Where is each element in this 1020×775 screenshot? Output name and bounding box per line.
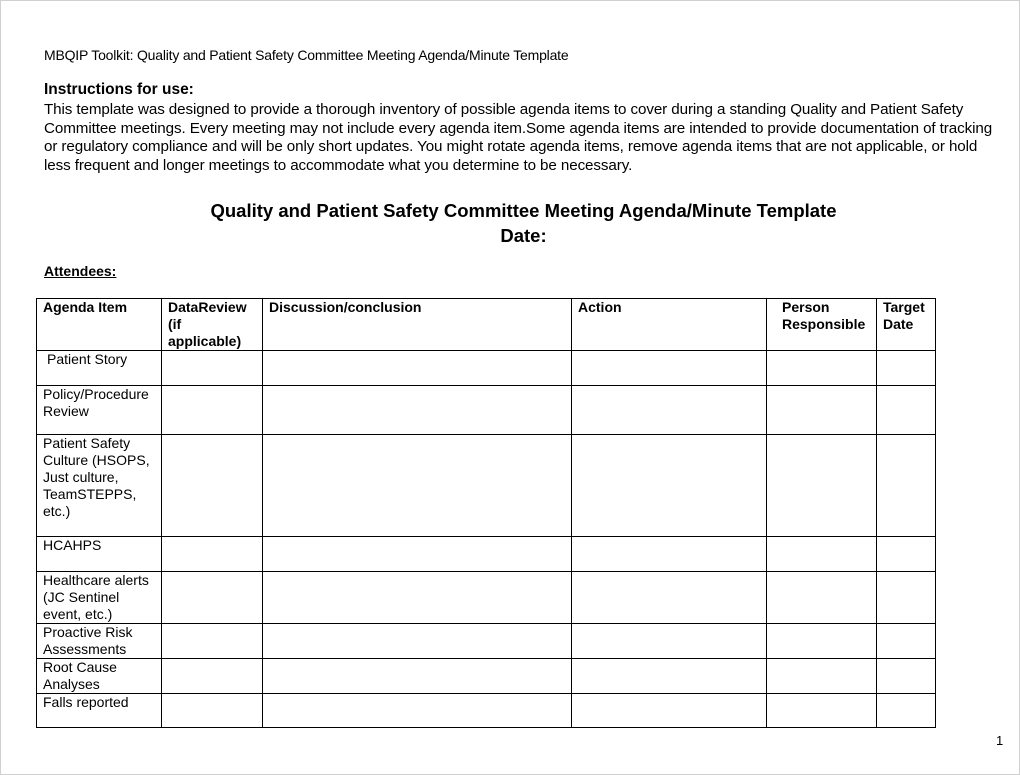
table-row	[37, 572, 936, 624]
action-cell[interactable]	[572, 624, 767, 659]
agenda-item-cell: Healthcare alerts (JC Sentinel event, etc.)	[37, 572, 162, 624]
discussion-cell[interactable]	[263, 351, 572, 386]
agenda-item-cell: Patient Safety Culture (HSOPS, Just culture, TeamSTEPPS, etc.)	[37, 435, 162, 537]
action-cell[interactable]	[572, 572, 767, 624]
discussion-cell[interactable]	[263, 386, 572, 435]
data-review-cell[interactable]	[162, 351, 263, 386]
discussion-cell[interactable]	[263, 537, 572, 572]
page-title: Quality and Patient Safety Committee Meeting Agenda/Minute Template	[210, 200, 837, 221]
table-row	[37, 624, 936, 659]
data-review-cell[interactable]	[162, 659, 263, 694]
page-number: 1	[996, 733, 1004, 748]
data-review-cell[interactable]	[162, 435, 263, 537]
action-cell[interactable]	[572, 694, 767, 728]
discussion-cell[interactable]	[263, 435, 572, 537]
agenda-item-cell: Root Cause Analyses	[37, 659, 162, 694]
column-header-data-review: DataReview (if applicable)	[162, 299, 263, 351]
agenda-item-cell: HCAHPS	[37, 537, 162, 572]
person-responsible-cell[interactable]	[767, 537, 877, 572]
person-responsible-cell[interactable]	[767, 624, 877, 659]
column-header-discussion: Discussion/conclusion	[263, 299, 572, 351]
data-review-cell[interactable]	[162, 386, 263, 435]
document-header: MBQIP Toolkit: Quality and Patient Safety Committee Meeting Agenda/Minute Template	[44, 47, 569, 63]
date-label: Date:	[500, 225, 547, 246]
table-header-row	[37, 299, 936, 351]
action-cell[interactable]	[572, 351, 767, 386]
table-row	[37, 694, 936, 728]
action-cell[interactable]	[572, 659, 767, 694]
target-date-cell[interactable]	[877, 572, 936, 624]
agenda-item-cell: Policy/Procedure Review	[37, 386, 162, 435]
column-header-person-responsible: Person Responsible	[767, 299, 877, 351]
table-row	[37, 537, 936, 572]
person-responsible-cell[interactable]	[767, 386, 877, 435]
target-date-cell[interactable]	[877, 659, 936, 694]
data-review-cell[interactable]	[162, 624, 263, 659]
instructions-paragraph: This template was designed to provide a thorough inventory of possible agenda items to cover during a standing Quality and Patient Safety Committee meetings. Every meeting may not include every agenda item.Some agenda items are intended to provide documentation of tracking or regulatory compliance and will be only short updates. You might rotate agenda items, remove agenda items that are not applicable, or hold less frequent and longer meetings to accommodate what you determine to be necessary.	[44, 101, 993, 174]
person-responsible-cell[interactable]	[767, 435, 877, 537]
person-responsible-cell[interactable]	[767, 572, 877, 624]
instructions-heading: Instructions for use:	[44, 81, 194, 98]
data-review-cell[interactable]	[162, 694, 263, 728]
target-date-cell[interactable]	[877, 351, 936, 386]
action-cell[interactable]	[572, 537, 767, 572]
discussion-cell[interactable]	[263, 694, 572, 728]
person-responsible-cell[interactable]	[767, 351, 877, 386]
discussion-cell[interactable]	[263, 659, 572, 694]
person-responsible-cell[interactable]	[767, 659, 877, 694]
target-date-cell[interactable]	[877, 624, 936, 659]
data-review-cell[interactable]	[162, 572, 263, 624]
column-header-action: Action	[572, 299, 767, 351]
attendees-label: Attendees:	[44, 263, 117, 279]
table-row	[37, 659, 936, 694]
table-row	[37, 351, 936, 386]
agenda-item-cell: Proactive Risk Assessments	[37, 624, 162, 659]
discussion-cell[interactable]	[263, 624, 572, 659]
person-responsible-cell[interactable]	[767, 694, 877, 728]
data-review-cell[interactable]	[162, 537, 263, 572]
target-date-cell[interactable]	[877, 386, 936, 435]
target-date-cell[interactable]	[877, 435, 936, 537]
table-row	[37, 386, 936, 435]
discussion-cell[interactable]	[263, 572, 572, 624]
column-header-target-date: Target Date	[877, 299, 936, 351]
column-header-agenda-item: Agenda Item	[37, 299, 162, 351]
table-row	[37, 435, 936, 537]
agenda-table	[36, 298, 936, 728]
agenda-item-cell: Falls reported	[37, 694, 162, 728]
agenda-item-cell: Patient Story	[37, 351, 162, 386]
target-date-cell[interactable]	[877, 537, 936, 572]
action-cell[interactable]	[572, 435, 767, 537]
action-cell[interactable]	[572, 386, 767, 435]
target-date-cell[interactable]	[877, 694, 936, 728]
